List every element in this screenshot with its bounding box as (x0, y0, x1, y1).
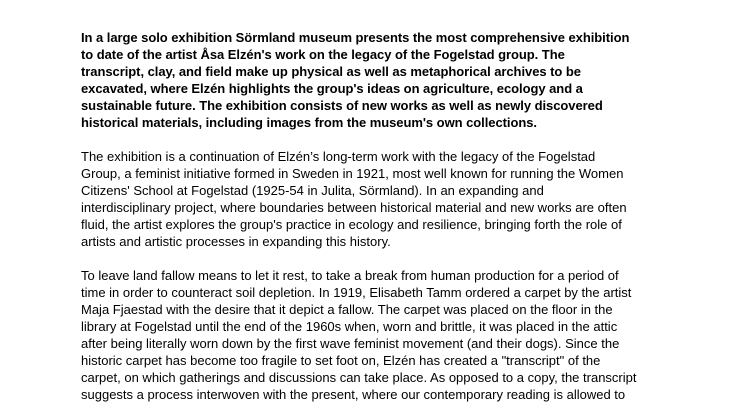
body-line: carpet, on which gatherings and discussions can take place. As opposed to a copy, the transcript (81, 370, 637, 385)
intro-line: historical materials, including images from the museum's own collections. (81, 115, 537, 130)
body-line: The exhibition is a continuation of Elzén’s long-term work with the legacy of the Fogelstad (81, 149, 596, 164)
paragraph-spacer (81, 131, 681, 148)
body-line: Citizens' School at Fogelstad (1925-54 in Julita, Sörmland). In an expanding and (81, 183, 544, 198)
intro-line: to date of the artist Åsa Elzén's work on the legacy of the Fogelstad group. The (81, 47, 565, 62)
body-line: artists and artistic processes in expanding this history. (81, 234, 391, 249)
intro-line: excavated, where Elzén highlights the group's ideas on agriculture, ecology and a (81, 81, 583, 96)
intro-line: In a large solo exhibition Sörmland museum presents the most comprehensive exhibition (81, 30, 630, 45)
body-line: time in order to counteract soil depletion. In 1919, Elisabeth Tamm ordered a carpet by the artist (81, 285, 632, 300)
body-line: library at Fogelstad until the end of the 1960s when, worn and brittle, it was placed in the attic (81, 319, 618, 334)
body-line: interdisciplinary project, where boundaries between historical material and new works are often (81, 200, 627, 215)
body-line: historic carpet has become too fragile to set foot on, Elzén has created a "transcript" of the (81, 353, 601, 368)
body-line: after being literally worn down by the first wave feminist movement (and their dogs). Since the (81, 336, 620, 351)
paragraph-spacer (81, 250, 681, 267)
body-line: To leave land fallow means to let it rest, to take a break from human production for a period of (81, 268, 619, 283)
document-text-column (81, 29, 681, 403)
body-paragraph-fallow (81, 267, 681, 403)
body-line: fluid, the artist explores the group's practice in ecology and resilience, bringing forth the role of (81, 217, 622, 232)
intro-line: sustainable future. The exhibition consists of new works as well as newly discovered (81, 98, 603, 113)
body-line: suggests a process interwoven with the present, where our contemporary reading is allowed to (81, 387, 626, 402)
intro-line: transcript, clay, and field make up physical as well as metaphorical archives to be (81, 64, 581, 79)
body-paragraph-continuation (81, 148, 681, 250)
body-line: Maja Fjaestad with the desire that it depict a fallow. The carpet was placed on the floor in the (81, 302, 613, 317)
intro-paragraph (81, 29, 681, 131)
body-line: Group, a feminist initiative formed in Sweden in 1921, most well known for running the Women (81, 166, 624, 181)
